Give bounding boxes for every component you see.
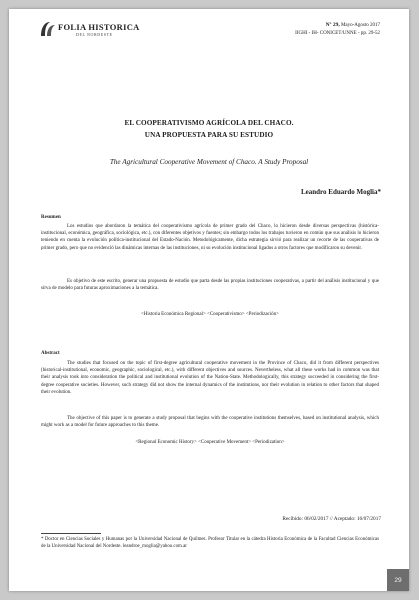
resumen-paragraph-1: Los estudios que abordaron la temática del cooperativismo agrícola de primer grado del Chaco, lo hicieron desde diversas perspectivas (histórica-institucional, económica, geográfica, sociológica, etc.), con diferentes objetivos y fuentes; sin embargo todos los trabajos tuvieron en común que sus análisis lo hicieron teniendo en cuenta la evolución política-institucional del Estado-Nación. Metodológicamente, dicha estrategia sirvió para realizar un recorte de las cooperativas de primer grado, pero que no evidenció las dinámicas internas de las instituciones, ni su evolución institucional ligados a otros factores que modificaron su devenir.	[41, 224, 379, 251]
abstract-paragraph-1: The studies that focused on the topic of first-degree agricultural cooperative movement in the Province of Chaco, did it from different perspectives (historical-institutional, economic, geographic, sociological, etc.), with different objectives and sources. Nevertheless, what all these works had in common was that their analysis took into consideration the political and institutional evolution of the Nation-State. Methodologically, this strategy succeeded in considering the first-degree cooperative societies. However, such strategy did not show the internal dynamics of the institutions, nor their evolution in relation to other factors that shaped their evolution.	[41, 361, 379, 395]
issue-info	[295, 21, 380, 38]
received-accepted-dates: Recibido: 06/02/2017 // Aceptado: 16/07/2017	[282, 516, 381, 522]
journal-logo-mark-icon	[39, 21, 57, 37]
abstract-keywords: <Regional Economic History> <Cooperative Movement> <Periodization>	[135, 440, 285, 445]
issue-meta: IIGHI - IH- CONICET/UNNE - pp. 29-52	[295, 31, 380, 36]
resumen-heading: Resumen	[41, 215, 61, 220]
issue-number: Nº 29,	[325, 22, 340, 28]
page-number: 29	[387, 569, 409, 591]
issue-period: Mayo-Agosto 2017	[340, 23, 380, 28]
abstract-paragraph-2: The objective of this paper is to generate a study proposal that begins with the cooperative institutions themselves, based on institutional analysis, which might work as a model for future approaches to this theme.	[41, 416, 379, 429]
journal-name: FOLIA HISTORICA	[58, 22, 140, 32]
article-subtitle-en: The Agricultural Cooperative Movement of Chaco. A Study Proposal	[109, 158, 309, 166]
resumen-keywords: <Historia Económica Regional> <Cooperativismo> <Periodización>	[140, 312, 279, 317]
article-title-line-2: UNA PROPUESTA PARA SU ESTUDIO	[144, 131, 274, 139]
article-title-line-1: EL COOPERATIVISMO AGRÍCOLA DEL CHACO.	[124, 119, 294, 127]
article-author: Leandro Eduardo Moglia*	[301, 188, 381, 196]
abstract-heading: Abstract	[41, 351, 60, 356]
journal-page	[9, 9, 409, 591]
journal-subtitle: DEL NORDESTE	[76, 32, 113, 37]
journal-logo	[39, 20, 179, 42]
footnote-divider	[41, 533, 101, 534]
author-footnote: * Doctor en Ciencias Sociales y Humanas por la Universidad Nacional de Quilmes. Profesor Titular en la cátedra Historia Económica de la Facultad Ciencias Económicas de la Universidad Nacional del Nordeste. leandroe_moglia@yahoo.com.ar	[41, 537, 379, 549]
resumen-paragraph-2: Es objetivo de este escrito, generar una propuesta de estudio que parta desde las propias instituciones cooperativas, a partir del análisis institucional y que sirva de modelo para futuras aproximaciones a la temática.	[41, 279, 379, 292]
